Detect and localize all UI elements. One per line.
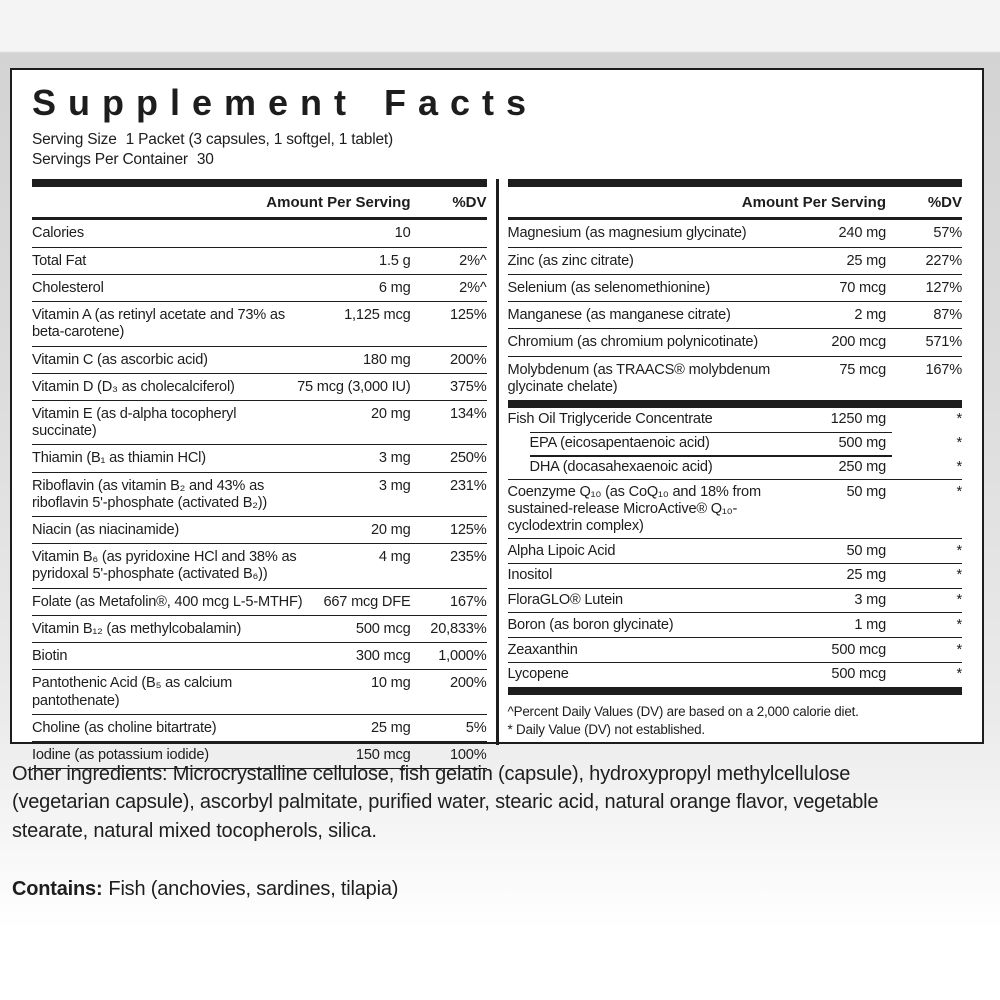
nutrient-dv: * [956, 616, 962, 633]
nutrient-amount: 3 mg [378, 450, 411, 467]
dv-header: %DV [452, 193, 487, 211]
nutrient-dv: 2%^ [459, 279, 487, 296]
nutrient-name: FloraGLO® Lutein [507, 592, 623, 609]
table-row [32, 301, 487, 345]
nutrient-amount: 1.5 g [379, 252, 411, 269]
serving-size-line [32, 130, 962, 150]
nutrient-name: Total Fat [32, 252, 87, 269]
nutrient-dv: 100% [449, 747, 487, 763]
nutrient-dv: 127% [925, 279, 962, 296]
nutrient-dv: 200% [449, 675, 487, 692]
table-row [508, 563, 963, 588]
table-row [508, 408, 963, 432]
nutrient-name: Calories [32, 225, 84, 242]
nutrient-name: Riboflavin (as vitamin B₂ and 43% as riboflavin 5'-phosphate (activated B₂)) [32, 477, 268, 511]
column-header-row [508, 187, 963, 217]
nutrient-amount: 10 mg [370, 675, 411, 692]
specialty-rows [508, 408, 963, 687]
nutrient-dv: * [956, 592, 962, 609]
nutrient-amount: 25 mg [846, 252, 886, 269]
nutrient-name: DHA (docasahexaenoic acid) [529, 458, 713, 475]
nutrient-amount: 1 mg [854, 616, 886, 633]
table-row [508, 612, 963, 637]
servings-per-container-label: Servings Per Container [32, 151, 188, 169]
other-ingredients-text: Other ingredients: Microcrystalline cellulose, fish gelatin (capsule), hydroxypropyl methylcellulose (vegetarian capsule), ascorbyl palmitate, purified water, stearic acid, natural orange flavor, vegetable stearate, natural mixed tocopherols, silica. [12, 763, 879, 842]
table-row [32, 220, 487, 246]
nutrient-name: Manganese (as manganese citrate) [507, 307, 731, 324]
table-row [32, 346, 487, 373]
table-row [32, 714, 487, 741]
table-row [32, 472, 487, 516]
nutrient-amount: 1,125 mcg [344, 307, 411, 324]
table-row [508, 662, 963, 687]
table-row [508, 432, 963, 456]
nutrient-name: Boron (as boron glycinate) [507, 616, 674, 633]
nutrient-amount: 3 mg [854, 592, 886, 609]
nutrient-name: Choline (as choline bitartrate) [32, 719, 217, 736]
nutrient-name: Vitamin D (D₃ as cholecalciferol) [32, 378, 235, 395]
nutrient-name: Inositol [507, 567, 553, 584]
nutrient-name: Vitamin E (as d-alpha tocopheryl succinate) [32, 405, 237, 440]
table-row [508, 588, 963, 613]
nutrient-name: Pantothenic Acid (B₅ as calcium pantothenate) [32, 675, 233, 709]
nutrient-name: Vitamin B₆ (as pyridoxine HCl and 38% as pyridoxal 5'-phosphate (activated B₆)) [32, 549, 297, 583]
nutrient-dv: * [956, 666, 962, 683]
nutrient-amount: 667 mcg DFE [323, 593, 411, 610]
table-row [32, 516, 487, 543]
table-row [508, 356, 963, 400]
table-row [508, 637, 963, 662]
contains-value: Fish (anchovies, sardines, tilapia) [108, 878, 399, 900]
nutrient-name: Lycopene [507, 666, 569, 683]
nutrient-dv: 2%^ [459, 252, 487, 269]
nutrient-amount: 150 mcg [355, 747, 411, 763]
nutrient-amount: 500 mcg [355, 620, 411, 637]
nutrient-name: Selenium (as selenomethionine) [507, 279, 710, 296]
supplement-facts-panel [10, 68, 984, 763]
dv-header: %DV [927, 193, 962, 211]
nutrient-amount: 25 mg [370, 719, 411, 736]
nutrient-amount: 250 mg [838, 458, 886, 475]
nutrient-name: Zinc (as zinc citrate) [507, 252, 634, 269]
table-row [32, 274, 487, 301]
nutrient-name: Chromium (as chromium polynicotinate) [507, 334, 759, 351]
table-row [32, 642, 487, 669]
nutrient-amount: 240 mg [838, 225, 886, 242]
nutrient-name: EPA (eicosapentaenoic acid) [529, 435, 710, 452]
nutrient-amount: 180 mg [363, 351, 411, 368]
nutrient-dv: * [956, 458, 962, 475]
nutrient-name: Molybdenum (as TRAACS® molybdenum glycinate chelate) [507, 361, 771, 395]
footnotes [508, 703, 963, 739]
serving-size-value: 1 Packet (3 capsules, 1 softgel, 1 tablet) [125, 131, 393, 148]
nutrient-amount: 50 mg [846, 483, 886, 500]
nutrient-dv: 125% [449, 522, 487, 539]
nutrient-name: Coenzyme Q₁₀ (as CoQ₁₀ and 18% from sustained-release MicroActive® Q₁₀-cyclodextrin complex) [507, 483, 761, 535]
nutrient-amount: 25 mg [846, 567, 886, 584]
nutrient-dv: 125% [449, 307, 487, 324]
nutrient-dv: * [956, 542, 962, 559]
table-row [508, 479, 963, 538]
nutrient-name: Folate (as Metafolin®, 400 mcg L-5-MTHF) [32, 593, 303, 610]
nutrient-dv: * [956, 411, 962, 428]
nutrient-dv: * [956, 435, 962, 452]
nutrient-dv: 57% [933, 225, 962, 242]
amount-header: Amount Per Serving [741, 193, 886, 211]
nutrient-dv: 227% [925, 252, 962, 269]
nutrient-amount: 70 mcg [839, 279, 886, 296]
nutrient-amount: 2 mg [854, 307, 886, 324]
nutrient-dv: 167% [925, 361, 962, 378]
nutrient-dv: * [956, 483, 962, 500]
nutrient-dv: * [956, 641, 962, 658]
footnote-dv-not-established: * Daily Value (DV) not established. [507, 721, 705, 737]
nutrient-dv: 231% [449, 477, 487, 494]
table-row [32, 444, 487, 471]
table-row [508, 274, 963, 301]
nutrient-name: Fish Oil Triglyceride Concentrate [507, 411, 713, 428]
table-row [32, 373, 487, 400]
nutrient-dv: 1,000% [438, 648, 487, 665]
minerals-rows [508, 220, 963, 400]
nutrient-name: Zeaxanthin [507, 641, 578, 658]
nutrient-name: Cholesterol [32, 279, 104, 296]
nutrient-name: Thiamin (B₁ as thiamin HCl) [32, 450, 206, 467]
nutrient-dv: 250% [449, 450, 487, 467]
panel-title: Supplement Facts [32, 82, 539, 123]
nutrient-amount: 20 mg [370, 522, 411, 539]
nutrient-dv: 87% [933, 307, 962, 324]
nutrient-name: Niacin (as niacinamide) [32, 522, 180, 539]
servings-per-container-line [32, 150, 962, 170]
table-row [508, 328, 963, 355]
nutrient-amount: 300 mcg [355, 648, 411, 665]
nutrient-amount: 500 mcg [831, 641, 886, 658]
column-divider [496, 179, 499, 745]
nutrient-amount: 75 mcg (3,000 IU) [297, 378, 411, 395]
nutrient-name: Alpha Lipoic Acid [507, 542, 616, 559]
footnote-dv-basis: ^Percent Daily Values (DV) are based on a 2,000 calorie diet. [507, 703, 859, 719]
nutrient-amount: 50 mg [846, 542, 886, 559]
nutrient-dv: 200% [449, 351, 487, 368]
nutrient-amount: 75 mcg [839, 361, 886, 378]
divider-bar-thick [508, 400, 963, 408]
nutrient-dv: 235% [449, 549, 487, 566]
table-row [508, 455, 963, 479]
table-row [508, 538, 963, 563]
nutrient-dv: 5% [465, 719, 487, 736]
nutrient-name: Magnesium (as magnesium glycinate) [507, 225, 747, 242]
table-row [32, 669, 487, 713]
table-row [32, 615, 487, 642]
nutrient-name: Iodine (as potassium iodide) [32, 747, 209, 763]
left-rows [32, 220, 487, 769]
serving-size-label: Serving Size [32, 131, 117, 148]
nutrient-dv: 571% [925, 334, 962, 351]
nutrient-dv: 134% [449, 405, 487, 422]
column-header-row [32, 187, 487, 217]
nutrient-dv: * [956, 567, 962, 584]
nutrient-amount: 1250 mg [830, 411, 886, 428]
right-column [508, 179, 963, 745]
nutrient-name: Vitamin C (as ascorbic acid) [32, 351, 208, 368]
nutrient-amount: 200 mcg [831, 334, 886, 351]
nutrient-dv: 20,833% [430, 620, 487, 637]
facts-columns [32, 179, 962, 763]
table-row [32, 247, 487, 274]
table-row [32, 543, 487, 587]
nutrient-amount: 500 mcg [831, 666, 886, 683]
amount-header: Amount Per Serving [266, 193, 411, 211]
nutrient-name: Vitamin B₁₂ (as methylcobalamin) [32, 620, 242, 637]
nutrient-amount: 6 mg [378, 279, 411, 296]
contains-label: Contains: [12, 878, 103, 900]
divider-bar-thick [508, 687, 963, 695]
servings-per-container-value: 30 [196, 151, 214, 169]
divider-bar-thick [32, 179, 487, 187]
divider-bar-thick [508, 179, 963, 187]
contains-line [12, 878, 398, 901]
table-row [508, 220, 963, 246]
table-row [508, 247, 963, 274]
nutrient-amount: 3 mg [378, 477, 411, 494]
nutrient-amount: 500 mg [838, 435, 886, 452]
left-column [32, 179, 487, 763]
nutrient-name: Biotin [32, 648, 68, 665]
nutrient-amount: 4 mg [378, 549, 411, 566]
table-row [508, 301, 963, 328]
table-row [32, 400, 487, 444]
nutrient-dv: 167% [449, 593, 487, 610]
nutrient-dv: 375% [449, 378, 487, 395]
nutrient-name: Vitamin A (as retinyl acetate and 73% as beta-carotene) [32, 307, 285, 341]
nutrient-amount: 10 [394, 225, 411, 242]
table-row [32, 588, 487, 615]
nutrient-amount: 20 mg [370, 405, 411, 422]
